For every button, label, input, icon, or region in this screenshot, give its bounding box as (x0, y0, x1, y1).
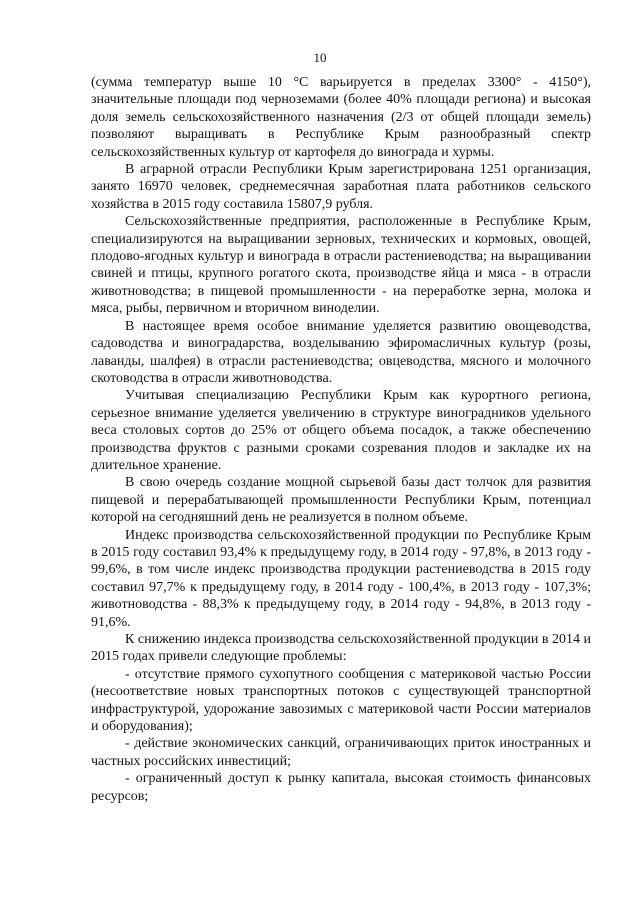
paragraph-specialization: Сельскохозяйственные предприятия, расположенные в Республике Крым, специализируются на выращивании зерновых, технических и кормовых, овощей, плодово-ягодных культур и винограда в отрасли растениеводства; на выращивании свиней и птицы, крупного рогатого скота, производстве яйца и мяса - в отрасли животноводства; в пищевой промышленности - на переработке зерна, молока и мяса, рыбы, первичном и вторичном виноделии. (91, 214, 591, 317)
paragraph-priorities: В настоящее время особое внимание уделяется развитию овощеводства, садоводства и виноградарства, возделыванию эфиромасличных культур (розы, лаванды, шалфея) в отрасли растениеводства; овцеводства, мясного и молочного скотоводства в отрасли животноводства. (91, 318, 591, 386)
paragraph-production-index: Индекс производства сельскохозяйственной продукции по Республике Крым в 2015 году составил 93,4% к предыдущему году, в 2014 году - 97,8%, в 2013 году - 99,6%, в том числе индекс производства продукции растениеводства в 2015 году составил 97,7% к предыдущему году, в 2014 году - 100,4%, в 2013 году - 107,3%; животноводства - 88,3% к предыдущему году, в 2014 году - 94,8%, в 2013 году - 91,6%. (91, 527, 591, 630)
paragraph-agrarian-sector: В аграрной отрасли Республики Крым зарегистрирована 1251 организация, занято 16970 человек, среднемесячная заработная плата работников сельского хозяйства в 2015 году составила 15807,9 рубля. (91, 162, 591, 212)
problem-list-item: - действие экономических санкций, ограничивающих приток иностранных и частных российских инвестиций; (91, 736, 591, 769)
page-number: 10 (313, 50, 327, 65)
paragraph-raw-material-base: В свою очередь создание мощной сырьевой базы даст толчок для развития пищевой и перерабатывающей промышленности Республики Крым, потенциал которой на сегодняшний день не реализуется в полном объеме. (91, 475, 591, 526)
paragraph-climate-continuation: (сумма температур выше 10 °С варьируется в пределах 3300° - 4150°), значительные площади под черноземами (более 40% площади региона) и высокая доля земель сельскохозяйственного назначения (2/3 от общей площади земель) позволяют выращивать в Республике Крым разнообразный спектр сельскохозяйственных культур от картофеля до винограда и хурмы. (91, 75, 591, 160)
problem-list-item: - отсутствие прямого сухопутного сообщения с материковой частью России (несоответствие новых транспортных потоков с существующей транспортной инфраструктурой, удорожание завозимых с материковой части России материалов и оборудования); (91, 666, 591, 735)
document-body (91, 74, 591, 805)
paragraph-problems-intro: К снижению индекса производства сельскохозяйственной продукции в 2014 и 2015 годах привели следующие проблемы: (91, 632, 591, 665)
paragraph-resort-region: Учитывая специализацию Республики Крым как курортного региона, серьезное внимание уделяется увеличению в структуре виноградников удельного веса столовых сортов до 25% от общего объема посадок, а также обеспечению производства фруктов с разными сроками созревания плодов и закладке их на длительное хранение. (91, 388, 591, 473)
problem-list-item: - ограниченный доступ к рынку капитала, высокая стоимость финансовых ресурсов; (91, 771, 591, 804)
